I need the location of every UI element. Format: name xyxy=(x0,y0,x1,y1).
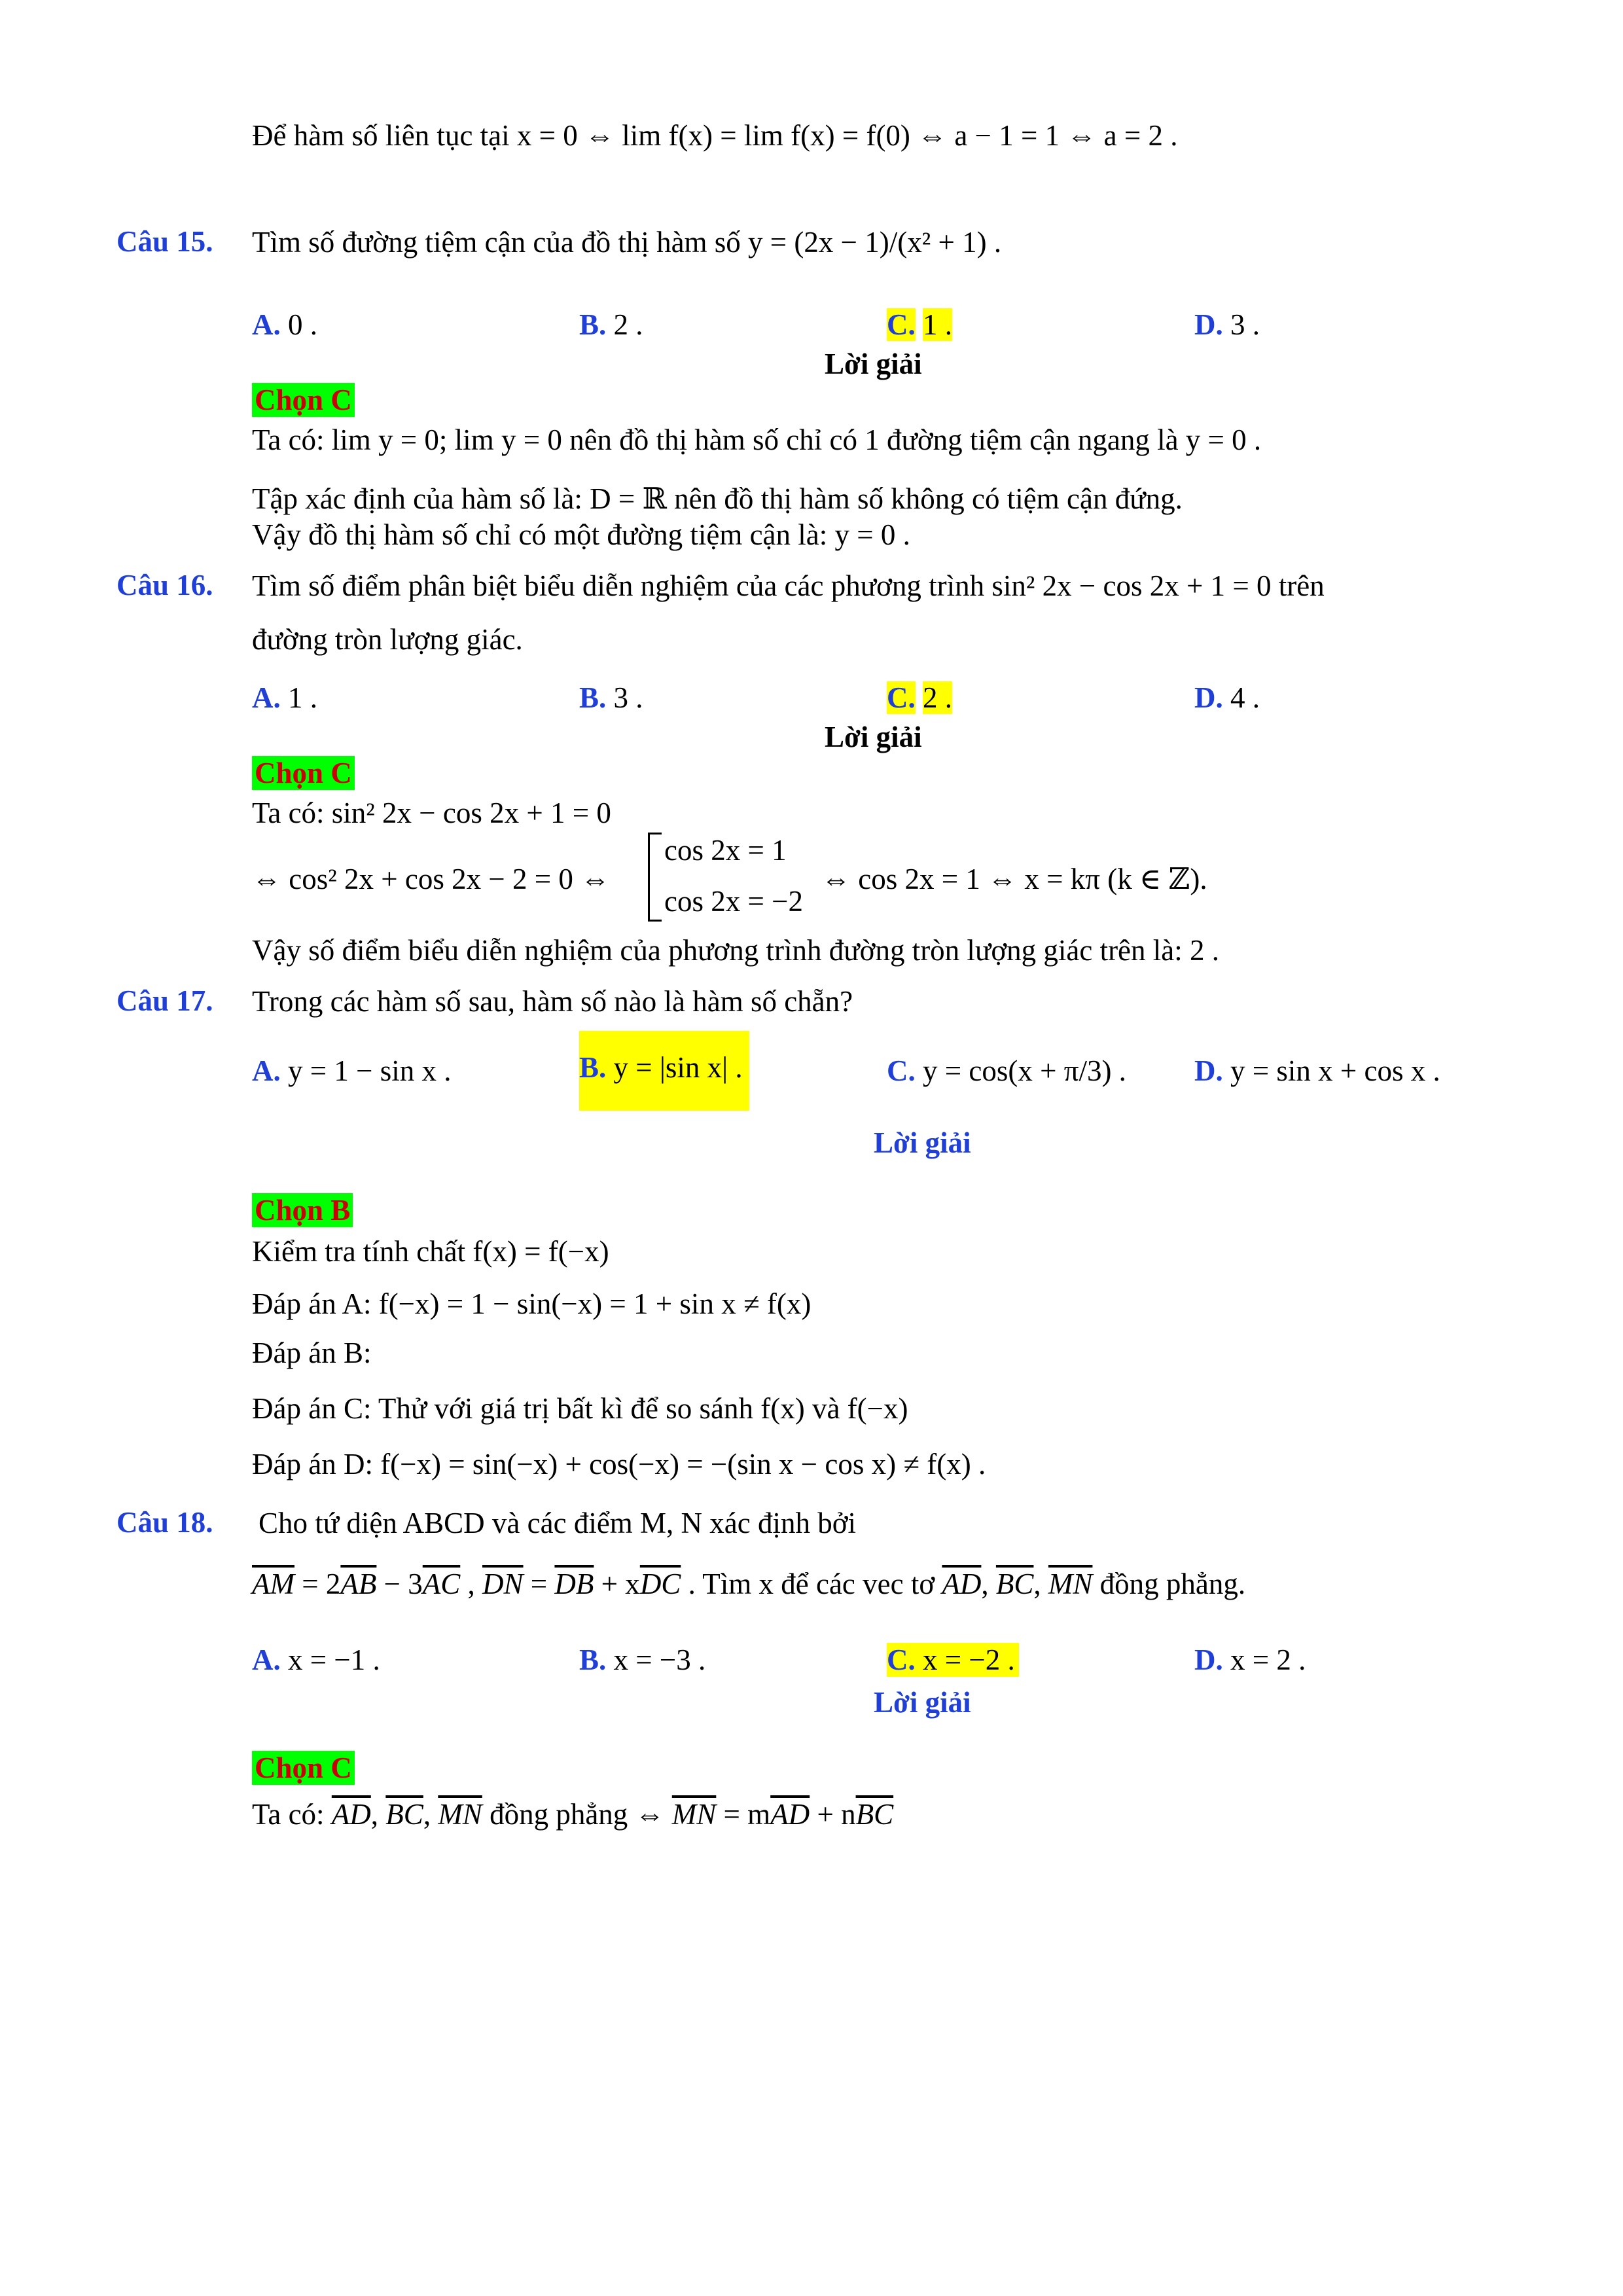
option-value: 2 . xyxy=(923,681,952,714)
option-value: 2 . xyxy=(613,308,643,341)
vector-label: $\overline{AD}$ xyxy=(942,1568,982,1600)
system-equation: cos 2x = −2 xyxy=(664,885,803,918)
solution-line: Vậy đồ thị hàm số chỉ có một đường tiệm cận là: y = 0 . xyxy=(252,518,910,551)
vector-label: $\overline{MN}$ xyxy=(1048,1568,1093,1600)
option-value: x = −1 . xyxy=(288,1643,380,1676)
q17-option-b[interactable] xyxy=(579,1031,749,1111)
option-value: x = 2 . xyxy=(1230,1643,1306,1676)
solution-line: Tập xác định của hàm số là: D = ℝ nên đồ thị hàm số không có tiệm cận đứng. xyxy=(252,482,1183,515)
q15-option-a[interactable] xyxy=(252,308,317,342)
q16-option-a[interactable] xyxy=(252,681,317,715)
question-17-label: Câu 17. xyxy=(116,984,213,1017)
question-16-stem: Tìm số điểm phân biệt biểu diễn nghiệm của các phương trình sin² 2x − cos 2x + 1 = 0 trên xyxy=(252,569,1325,602)
vector-label: $\overline{MN}$ xyxy=(671,1798,717,1831)
question-16-stem-cont: đường tròn lượng giác. xyxy=(252,623,523,656)
solution-heading: Lời giải xyxy=(874,1126,971,1159)
vector-label: $\overline{AD}$ xyxy=(331,1798,371,1831)
solution-line: Đáp án B: xyxy=(252,1336,372,1369)
option-letter: D. xyxy=(1194,1643,1223,1676)
option-value: x = −3 . xyxy=(613,1643,706,1676)
solution-text: , xyxy=(423,1798,438,1831)
question-15-label: Câu 15. xyxy=(116,225,213,258)
vector-label: $\overline{DC}$ xyxy=(639,1568,681,1600)
q18-option-d[interactable] xyxy=(1194,1643,1306,1677)
vector-label: $\overline{BC}$ xyxy=(855,1798,894,1831)
option-letter: B. xyxy=(579,681,607,714)
chosen-answer-badge: Chọn C xyxy=(252,756,355,790)
question-18-label: Câu 18. xyxy=(116,1506,213,1539)
option-value: 1 . xyxy=(923,308,952,341)
chosen-answer-badge: Chọn C xyxy=(252,383,355,417)
vector-label: $\overline{MN}$ xyxy=(438,1798,482,1831)
vector-label: $\overline{AM}$ xyxy=(252,1568,294,1600)
stem-text: + x xyxy=(594,1568,640,1600)
option-letter: A. xyxy=(252,681,281,714)
stem-text: = xyxy=(523,1568,555,1600)
solution-line xyxy=(252,1797,893,1832)
solution-heading: Lời giải xyxy=(874,1686,971,1719)
solution-line: Vậy số điểm biểu diễn nghiệm của phương trình đường tròn lượng giác trên là: 2 . xyxy=(252,934,1220,967)
solution-line: Đáp án D: f(−x) = sin(−x) + cos(−x) = −(sin x − cos x) ≠ f(x) . xyxy=(252,1448,986,1480)
q15-option-d[interactable] xyxy=(1194,308,1260,342)
question-18-stem: Cho tứ diện ABCD và các điểm M, N xác định bởi xyxy=(259,1507,857,1539)
solution-line: Ta có: sin² 2x − cos 2x + 1 = 0 xyxy=(252,797,611,829)
option-value: 3 . xyxy=(1230,308,1260,341)
option-value: x = −2 . xyxy=(923,1643,1015,1676)
option-letter: B. xyxy=(579,308,607,341)
option-value: 0 . xyxy=(288,308,317,341)
vector-label: $\overline{DN}$ xyxy=(482,1568,524,1600)
q15-option-b[interactable] xyxy=(579,308,643,342)
vector-label: $\overline{BC}$ xyxy=(385,1798,423,1831)
chosen-answer-badge: Chọn B xyxy=(252,1193,353,1227)
q16-option-c[interactable] xyxy=(887,681,952,715)
question-18-stem-cont xyxy=(252,1566,1245,1602)
vector-label: $\overline{BC}$ xyxy=(995,1568,1034,1600)
stem-text: đồng phẳng. xyxy=(1092,1568,1246,1600)
option-value: y = sin x + cos x . xyxy=(1230,1054,1440,1087)
option-letter: D. xyxy=(1194,308,1223,341)
option-letter: D. xyxy=(1194,681,1223,714)
option-letter: A. xyxy=(252,308,281,341)
option-letter: A. xyxy=(252,1643,281,1676)
option-value: y = cos(x + π/3) . xyxy=(923,1054,1126,1087)
option-letter: D. xyxy=(1194,1054,1223,1087)
question-17-stem: Trong các hàm số sau, hàm số nào là hàm số chẵn? xyxy=(252,985,853,1018)
stem-text: , xyxy=(460,1568,483,1600)
option-letter: A. xyxy=(252,1054,281,1087)
solution-line: Ta có: lim y = 0; lim y = 0 nên đồ thị hàm số chỉ có 1 đường tiệm cận ngang là y = 0 . xyxy=(252,423,1262,456)
q16-option-d[interactable] xyxy=(1194,681,1260,715)
q15-option-c[interactable] xyxy=(887,308,952,342)
stem-text: − 3 xyxy=(376,1568,423,1600)
option-letter: C. xyxy=(887,681,916,714)
option-letter: B. xyxy=(579,1051,607,1084)
option-letter: C. xyxy=(887,1054,916,1087)
system-equation: cos 2x = 1 xyxy=(664,834,787,867)
stem-text: , xyxy=(1033,1568,1048,1600)
solution-text: Ta có: xyxy=(252,1798,332,1831)
q17-option-c[interactable] xyxy=(887,1054,1126,1088)
q17-option-d[interactable] xyxy=(1194,1054,1440,1088)
option-letter: C. xyxy=(887,1643,916,1676)
question-16-label: Câu 16. xyxy=(116,569,213,601)
stem-text: = 2 xyxy=(294,1568,341,1600)
question-15-stem: Tìm số đường tiệm cận của đồ thị hàm số y = (2x − 1)/(x² + 1) . xyxy=(252,226,1002,259)
option-value: 3 . xyxy=(613,681,643,714)
q18-option-b[interactable] xyxy=(579,1643,705,1677)
solution-text: = m xyxy=(716,1798,771,1831)
solution-line: Kiểm tra tính chất f(x) = f(−x) xyxy=(252,1235,609,1268)
option-value: y = |sin x| . xyxy=(613,1051,743,1084)
vector-label: $\overline{AB}$ xyxy=(340,1568,377,1600)
q17-option-a[interactable] xyxy=(252,1054,452,1088)
intro-line: Để hàm số liên tục tại x = 0 ⇔ lim f(x) = lim f(x) = f(0) ⇔ a − 1 = 1 ⇔ a = 2 . xyxy=(252,119,1178,152)
solution-line: ⇔ cos² 2x + cos 2x − 2 = 0 ⇔ xyxy=(252,863,611,895)
vector-label: $\overline{AC}$ xyxy=(422,1568,461,1600)
option-value: 4 . xyxy=(1230,681,1260,714)
vector-label: $\overline{AD}$ xyxy=(770,1798,810,1831)
option-letter: B. xyxy=(579,1643,607,1676)
solution-line: Đáp án A: f(−x) = 1 − sin(−x) = 1 + sin x ≠ f(x) xyxy=(252,1287,812,1320)
option-value: 1 . xyxy=(288,681,317,714)
chosen-answer-badge: Chọn C xyxy=(252,1751,355,1785)
q18-option-a[interactable] xyxy=(252,1643,380,1677)
equation-system-bracket xyxy=(648,833,662,922)
solution-heading: Lời giải xyxy=(825,721,922,753)
option-value: y = 1 − sin x . xyxy=(288,1054,452,1087)
q18-option-c[interactable] xyxy=(887,1643,1019,1677)
vector-label: $\overline{DB}$ xyxy=(554,1568,594,1600)
solution-text: đồng phẳng ⇔ xyxy=(482,1798,672,1831)
q16-option-b[interactable] xyxy=(579,681,643,715)
solution-line: Đáp án C: Thử với giá trị bất kì để so sánh f(x) và f(−x) xyxy=(252,1392,908,1425)
solution-text: + n xyxy=(810,1798,856,1831)
solution-text: , xyxy=(370,1798,386,1831)
solution-line: ⇔ cos 2x = 1 ⇔ x = kπ (k ∈ ℤ). xyxy=(821,863,1207,895)
stem-text: . Tìm x để các vec tơ xyxy=(681,1568,942,1600)
option-letter: C. xyxy=(887,308,916,341)
stem-text: , xyxy=(981,1568,996,1600)
solution-heading: Lời giải xyxy=(825,348,922,380)
